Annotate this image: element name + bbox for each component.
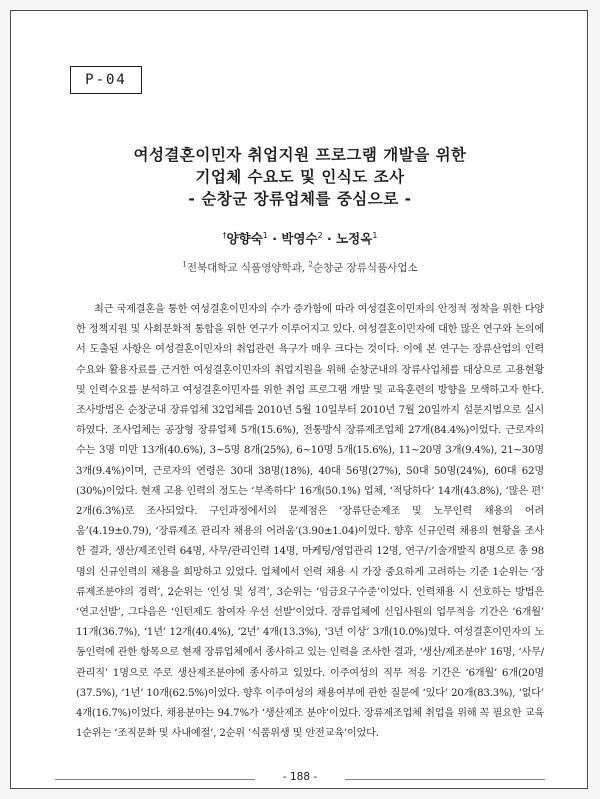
author-affiliation-mark: 1 — [372, 230, 378, 240]
author-list — [11, 229, 589, 247]
abstract-body: 최근 국제결혼을 통한 여성결혼이민자의 수가 증가함에 따라 여성결혼이민자의 안정적 정착을 위한 다양한 정책지원 및 사회문화적 통합을 위한 연구가 이루어지고 있다. 여성결혼이민자에 대한 많은 연구와 논의에서 도출된 사항은 여성결혼이민자의 취업관련 욕구가 매우 크다는 것이다. 이에 본 연구는 장류산업의 인력 수요와 활용자료를 근거한 여성결혼이민자의 취업지원을 위해 순창군내의 장류사업체를 대상으로 고용현황 및 인력수요를 분석하고 여성결혼이민자를 위한 취업 프로그램 개발 및 교육훈련의 방향을 모색하고자 한다. 조사방법은 순창군내 장류업체 32업체를 2010년 5월 10일부터 2010년 7월 20일까지 설문지법으로 실시하였다. 조사업체는 공장형 장류업체 5개(15.6%), 전통방식 장류제조업체 27개(84.4%)이었다. 근로자의 수는 3명 미만 13개(40.6%), 3~5명 8개(25%), 6~10명 5개(15.6%), 11~20명 3개(9.4%), 21~30명 3개(9.4%)이며, 근로자의 연령은 30대 38명(18%), 40대 56명(27%), 50대 50명(24%), 60대 62명(30%)이었다. 현재 고용 인력의 정도는 ‘부족하다’ 16개(50.1%) 업체, ‘적당하다’ 14개(43.8%), ‘많은 편’ 2개(6.3%)로 조사되었다. 구인과정에서의 문제점은 ‘장류단순제조 및 노무인력 채용의 어려움’(4.19±0.79), ‘장류제조 관리자 채용의 어려움’(3.90±1.04)이었다. 향후 신규인력 채용의 현황을 조사한 결과, 생산/제조인력 64명, 사무/관리인력 14명, 마케팅/영업관리 12명, 연구/기술개발직 8명으로 총 98명의 신규인력의 채용을 희망하고 있었다. 업체에서 인력 채용 시 가장 중요하게 고려하는 기준 1순위는 ‘장류제조분야의 경력’, 2순위는 ‘인성 및 성격’, 3순위는 ‘임금요구수준’이었다. 인력채용 시 선호하는 방법은 ‘연고선발’, 그다음은 ‘인턴제도 참여자 우선 선발’이었다. 장류업체에 신입사원의 업무적응 기간은 ‘6개월’ 11개(36.7%), ‘1년’ 12개(40.4%), ‘2년’ 4개(13.3%), ‘3년 이상’ 3개(10.0%)였다. 여성결혼이민자의 노동인력에 관한 항목으로 현재 장류업체에서 종사하고 있는 인력을 조사한 결과, ‘생산/제조분야’ 16명, ‘사무/관리직’ 1명으로 주로 생산제조분야에 종사하고 있었다. 이주여성의 직무 적응 기간은 ‘6개월’ 6개(20명(37.5%), ‘1년’ 10개(62.5%)이었다. 향후 이주여성의 채용여부에 관한 질문에 ‘있다’ 20개(83.3%), ‘없다’ 4개(16.7%)이었다. 채용분야는 94.7%가 ‘생산제조 분야’이었다. 장류제조업체 취업을 위해 꼭 필요한 교육 1순위는 ‘조직문화 및 사내예절’, 2순위 ‘식품위생 및 안전교육’이었다. — [76, 304, 544, 740]
affiliation-text: 전북대학교 식품영양학과, — [186, 262, 309, 274]
page-number: - 188 - — [282, 771, 318, 783]
author-name: 노정옥 — [336, 231, 373, 246]
title-line-1: 여성결혼이민자 취업지원 프로그램 개발을 위한 — [133, 146, 467, 164]
footer-rule-right — [345, 779, 545, 780]
title-line-3: - 순창군 장류업체를 중심으로 - — [188, 190, 412, 208]
affiliations — [11, 260, 589, 275]
affiliation-text: 순창군 장류식품사업소 — [312, 262, 418, 274]
author-separator: · — [322, 231, 337, 246]
affiliation-mark: 1 — [182, 260, 187, 269]
affiliation-mark: 2 — [308, 260, 313, 269]
paper-page — [10, 10, 588, 789]
author-separator: · — [267, 231, 282, 246]
presentation-code: P-04 — [70, 66, 142, 94]
corresponding-author-mark: † — [222, 230, 227, 240]
title-line-2: 기업체 수요도 및 인식도 조사 — [195, 168, 405, 186]
author-name: 박영수 — [281, 231, 318, 246]
author-affiliation-mark: 2 — [317, 230, 323, 240]
author-affiliation-mark: 1 — [262, 230, 268, 240]
author-name: 양향숙 — [226, 231, 263, 246]
